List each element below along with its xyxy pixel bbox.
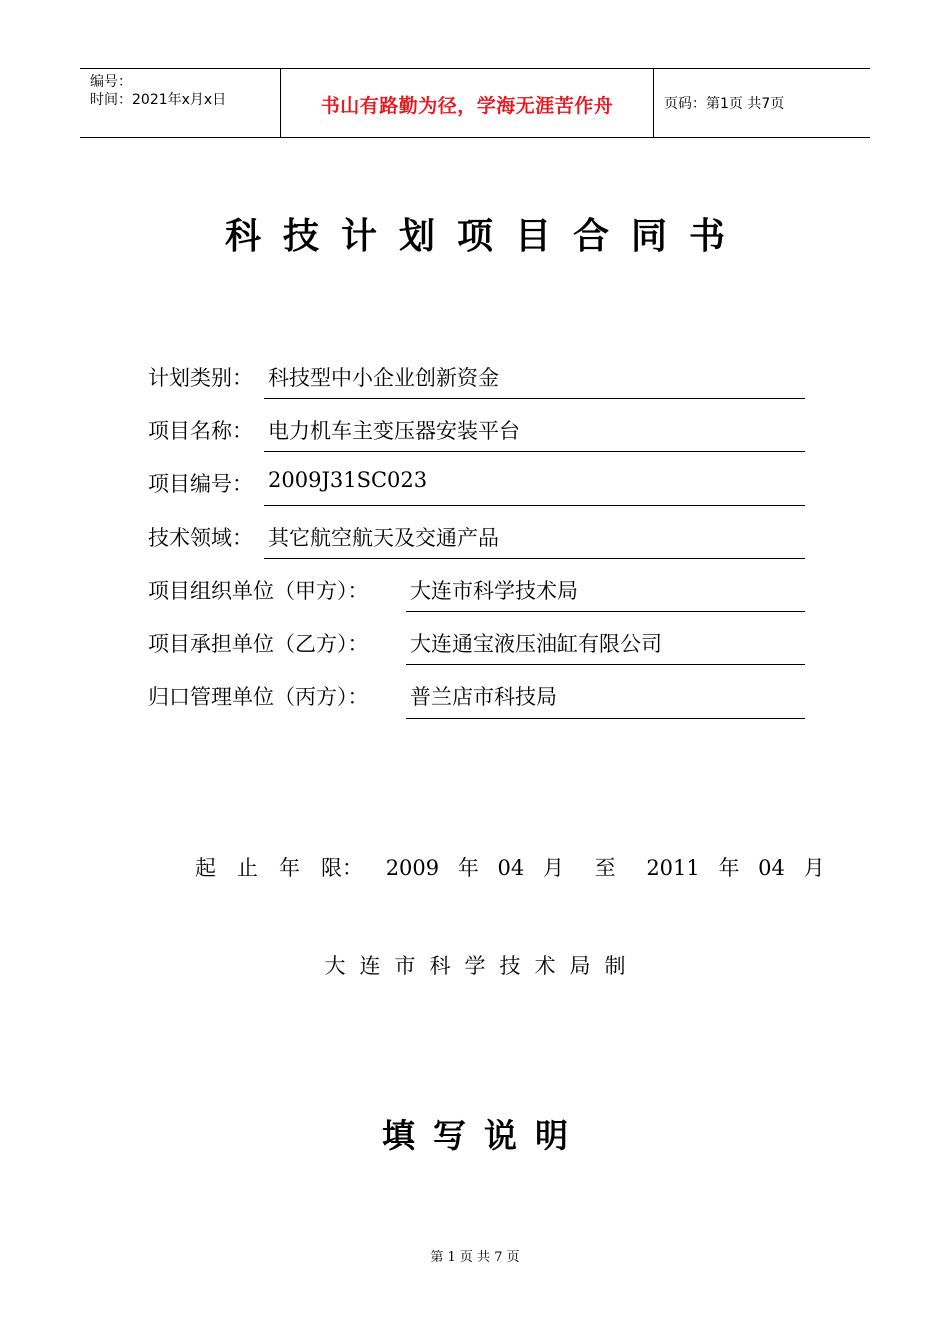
period-to: 至 (594, 856, 616, 880)
field-party-a-label: 项目组织单位（甲方）： (148, 579, 369, 603)
field-party-a-value: 大连市科学技术局 (410, 579, 578, 603)
period-label: 起 止 年 限： (195, 856, 363, 880)
page-footer: 第 1 页 共 7 页 (430, 1250, 520, 1265)
header-page-info: 页码：第1页 共7页 (664, 96, 785, 112)
field-party-a-underline (406, 611, 805, 612)
field-project-name-underline (264, 451, 805, 452)
instructions-title: 填写说明 (382, 1116, 586, 1155)
header-slogan: 书山有路勤为径，学海无涯苦作舟 (320, 95, 614, 117)
period-end-month: 04 (758, 856, 785, 880)
period-end-year-unit: 年 (718, 856, 740, 880)
header-page-cell (654, 69, 870, 137)
field-party-c-label: 归口管理单位（丙方）： (148, 685, 369, 709)
document-title: 科技计划项目合同书 (224, 216, 747, 257)
field-plan-category-label: 计划类别： (148, 366, 253, 390)
period-start-month: 04 (497, 856, 525, 880)
field-project-name-value: 电力机车主变压器安装平台 (268, 419, 520, 443)
field-party-c-underline (406, 718, 805, 719)
period-start-year: 2009 (385, 856, 440, 880)
period-end-year: 2011 (646, 856, 700, 880)
header-slogan-cell (281, 69, 654, 137)
field-party-b-underline (406, 664, 805, 665)
field-plan-category-underline (264, 398, 805, 399)
field-party-b-label: 项目承担单位（乙方）： (148, 632, 369, 656)
field-tech-domain-label: 技术领域： (148, 526, 253, 550)
field-party-b-value: 大连通宝液压油缸有限公司 (410, 632, 662, 656)
field-project-number-underline (264, 505, 805, 506)
field-plan-category-value: 科技型中小企业创新资金 (268, 366, 499, 390)
contract-period (195, 852, 825, 882)
field-project-name-label: 项目名称： (148, 419, 253, 443)
issuer-line: 大连市科学技术局制 (324, 954, 640, 978)
page-header (80, 68, 870, 138)
period-start-month-unit: 月 (542, 856, 564, 880)
period-start-year-unit: 年 (457, 856, 479, 880)
header-time-label: 时间：2021年x月x日 (90, 92, 227, 108)
period-end-month-unit: 月 (803, 856, 825, 880)
header-number-label: 编号： (90, 74, 132, 90)
field-project-number-label: 项目编号： (148, 472, 253, 496)
header-meta-cell (80, 69, 281, 137)
field-tech-domain-value: 其它航空航天及交通产品 (268, 526, 499, 550)
field-party-c-value: 普兰店市科技局 (410, 685, 557, 709)
field-project-number-value: 2009J31SC023 (268, 468, 428, 492)
field-tech-domain-underline (264, 558, 805, 559)
